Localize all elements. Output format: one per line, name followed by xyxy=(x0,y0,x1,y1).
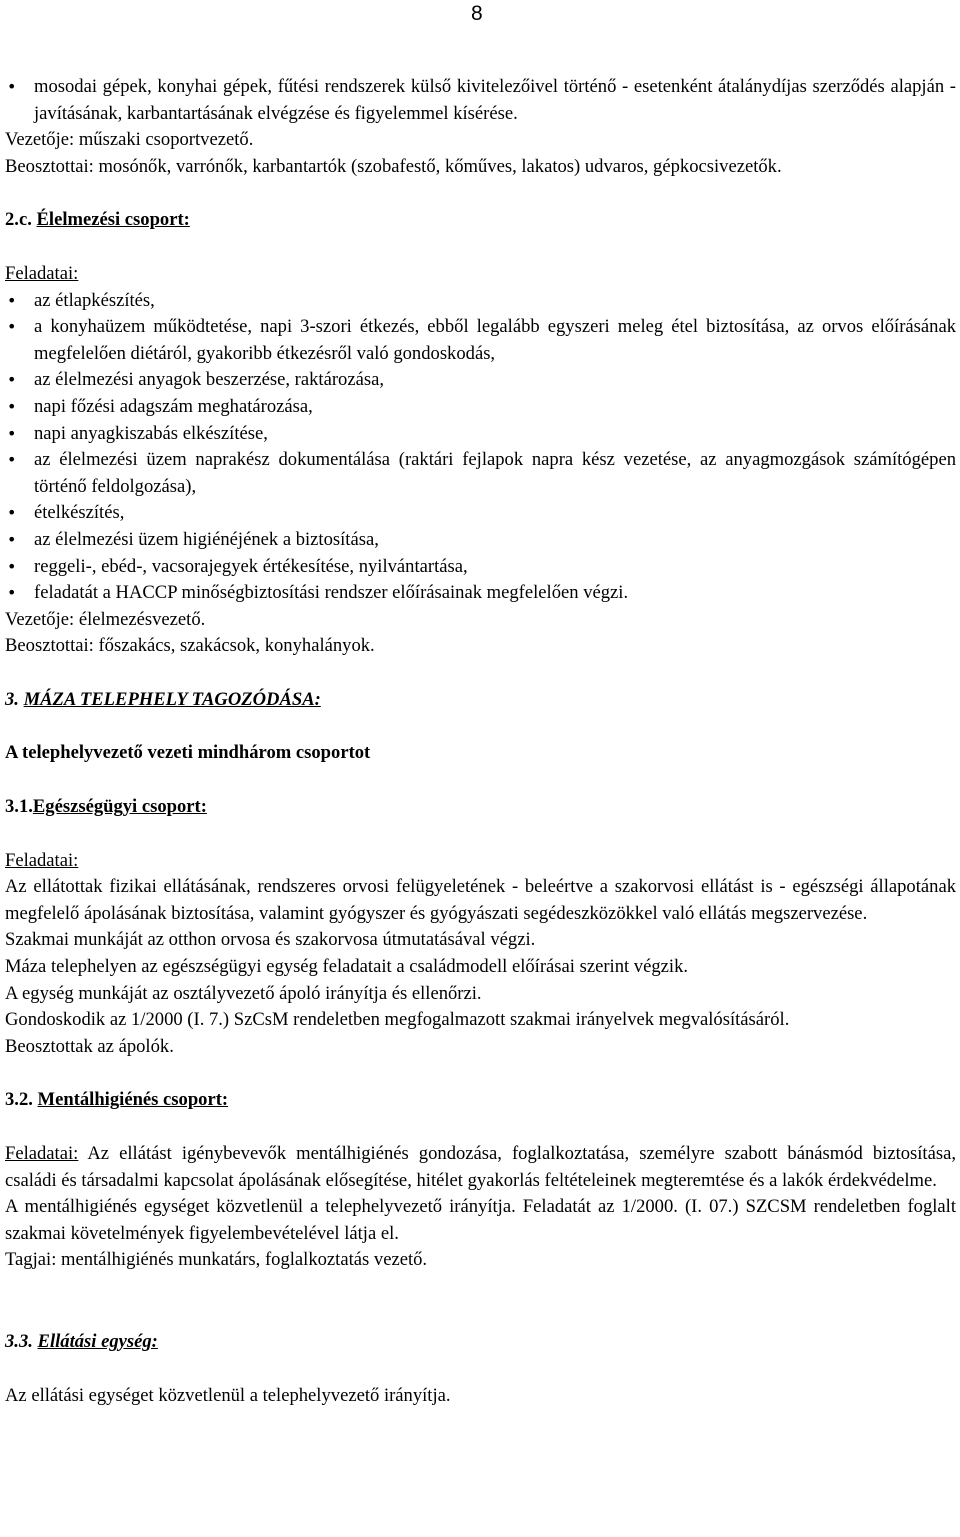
list-item: • napi főzési adagszám meghatározása, xyxy=(5,394,956,421)
intro-vezetoje: Vezetője: műszaki csoportvezető. xyxy=(5,129,254,151)
section-3-2-paragraph: A mentálhigiénés egységet közvetlenül a telephelyvezető irányítja. Feladatát az 1/2000. (I. 07.) SZCSM rendeletben foglalt szakmai követelmények figyelembevételével látja el. xyxy=(5,1196,956,1244)
list-item: • napi anyagkiszabás elkészítése, xyxy=(5,421,956,448)
section-3-heading xyxy=(5,687,956,714)
section-2c-title: Élelmezési csoport: xyxy=(36,209,190,231)
section-3-1-paragraph: Szakmai munkáját az otthon orvosa és szakorvosa útmutatásával végzi. xyxy=(5,929,536,951)
list-item: • az étlapkészítés, xyxy=(5,288,956,315)
document-body xyxy=(5,74,956,1409)
section-3-1-paragraph: Beosztottak az ápolók. xyxy=(5,1035,174,1057)
section-3-1-paragraph: A egység munkáját az osztályvezető ápoló irányítja és ellenőrzi. xyxy=(5,982,482,1004)
intro-bullet-list xyxy=(5,74,956,127)
section-2c-beosztottai: Beosztottai: főszakács, szakácsok, konyhalányok. xyxy=(5,635,375,657)
section-3-2-paragraph: Tagjai: mentálhigiénés munkatárs, foglalkoztatás vezető. xyxy=(5,1249,428,1271)
intro-beosztottai: Beosztottai: mosónők, varrónők, karbantartók (szobafestő, kőműves, lakatos) udvaros, gépkocsivezetők. xyxy=(5,155,782,177)
section-3-1-paragraph: Gondoskodik az 1/2000 (I. 7.) SzCsM rendeletben megfogalmazott szakmai irányelvek megvalósításáról. xyxy=(5,1009,790,1031)
section-3-1-title: Egészségügyi csoport: xyxy=(32,796,207,818)
section-2c-bullet-list xyxy=(5,288,956,607)
section-3-3-title: Ellátási egység: xyxy=(37,1330,158,1352)
list-item: • ételkészítés, xyxy=(5,500,956,527)
list-item: • az élelmezési üzem higiénéjének a biztosítása, xyxy=(5,527,956,554)
section-2c-feladatai-label: Feladatai: xyxy=(5,262,79,284)
list-item: • reggeli-, ebéd-, vacsorajegyek értékesítése, nyilvántartása, xyxy=(5,554,956,581)
section-3-1-paragraph: Az ellátottak fizikai ellátásának, rendszeres orvosi felügyeletének - beleértve a szakorvosi ellátást is - egészségi állapotának megfelelő ápolásának biztosítása, valamint gyógyszer és gyógyászati segédeszközökkel való ellátás megszervezése. xyxy=(5,876,956,924)
section-3-1-paragraph: Máza telephelyen az egészségügyi egység feladatait a családmodell előírásai szerint végzik. xyxy=(5,956,689,978)
list-item: • a konyhaüzem működtetése, napi 3-szori étkezés, ebből legalább egyszeri meleg étel biztosítása, az orvos előírásának megfelelően diétáról, gyakoribb étkezésről való gondoskodás, xyxy=(5,314,956,367)
section-3-2-feladatai-label: Feladatai: xyxy=(5,1143,79,1164)
section-3-1-feladatai-label: Feladatai: xyxy=(5,849,79,871)
section-2c-heading xyxy=(5,207,956,234)
section-3-number: 3. xyxy=(5,688,19,710)
section-3-2-number: 3.2. xyxy=(5,1089,33,1111)
page-number: 8 xyxy=(471,2,483,25)
section-3-title: MÁZA TELEPHELY TAGOZÓDÁSA: xyxy=(23,688,321,710)
section-3-2-feladatai-text: Az ellátást igénybevevők mentálhigiénés gondozása, foglalkoztatása, személyre szabott bánásmód biztosítása, családi és társadalmi kapcsolat ápolásának elősegítése, hitélet gyakorlás feltételeinek megteremtése és a lakók érdekvédelme. xyxy=(5,1143,956,1191)
section-3-2-title: Mentálhigiénés csoport: xyxy=(37,1089,229,1111)
section-2c-vezetoje: Vezetője: élelmezésvezető. xyxy=(5,608,206,630)
section-3-3-number: 3.3. xyxy=(5,1330,33,1352)
list-item: • feladatát a HACCP minőségbiztosítási rendszer előírásainak megfelelően végzi. xyxy=(5,580,956,607)
list-item: • az élelmezési üzem naprakész dokumentálása (raktári fejlapok napra kész vezetése, az anyagmozgások számítógépen történő feldolgozása), xyxy=(5,447,956,500)
section-3-2-feladatai xyxy=(5,1141,956,1194)
section-3-3-text: Az ellátási egységet közvetlenül a telephelyvezető irányítja. xyxy=(5,1384,451,1406)
section-3-1-number: 3.1. xyxy=(5,796,33,818)
list-item: • az élelmezési anyagok beszerzése, raktározása, xyxy=(5,367,956,394)
list-item: • mosodai gépek, konyhai gépek, fűtési rendszerek külső kivitelezőivel történő - esetenként átalánydíjas szerződés alapján - javításának, karbantartásának elvégzése és figyelemmel kísérése. xyxy=(5,74,956,127)
section-3-2-heading xyxy=(5,1087,956,1114)
section-3-3-heading xyxy=(5,1329,956,1356)
section-3-subtitle: A telephelyvezető vezeti mindhárom csoportot xyxy=(5,742,371,764)
section-2c-number: 2.c. xyxy=(5,209,32,231)
section-3-1-heading xyxy=(5,794,956,821)
